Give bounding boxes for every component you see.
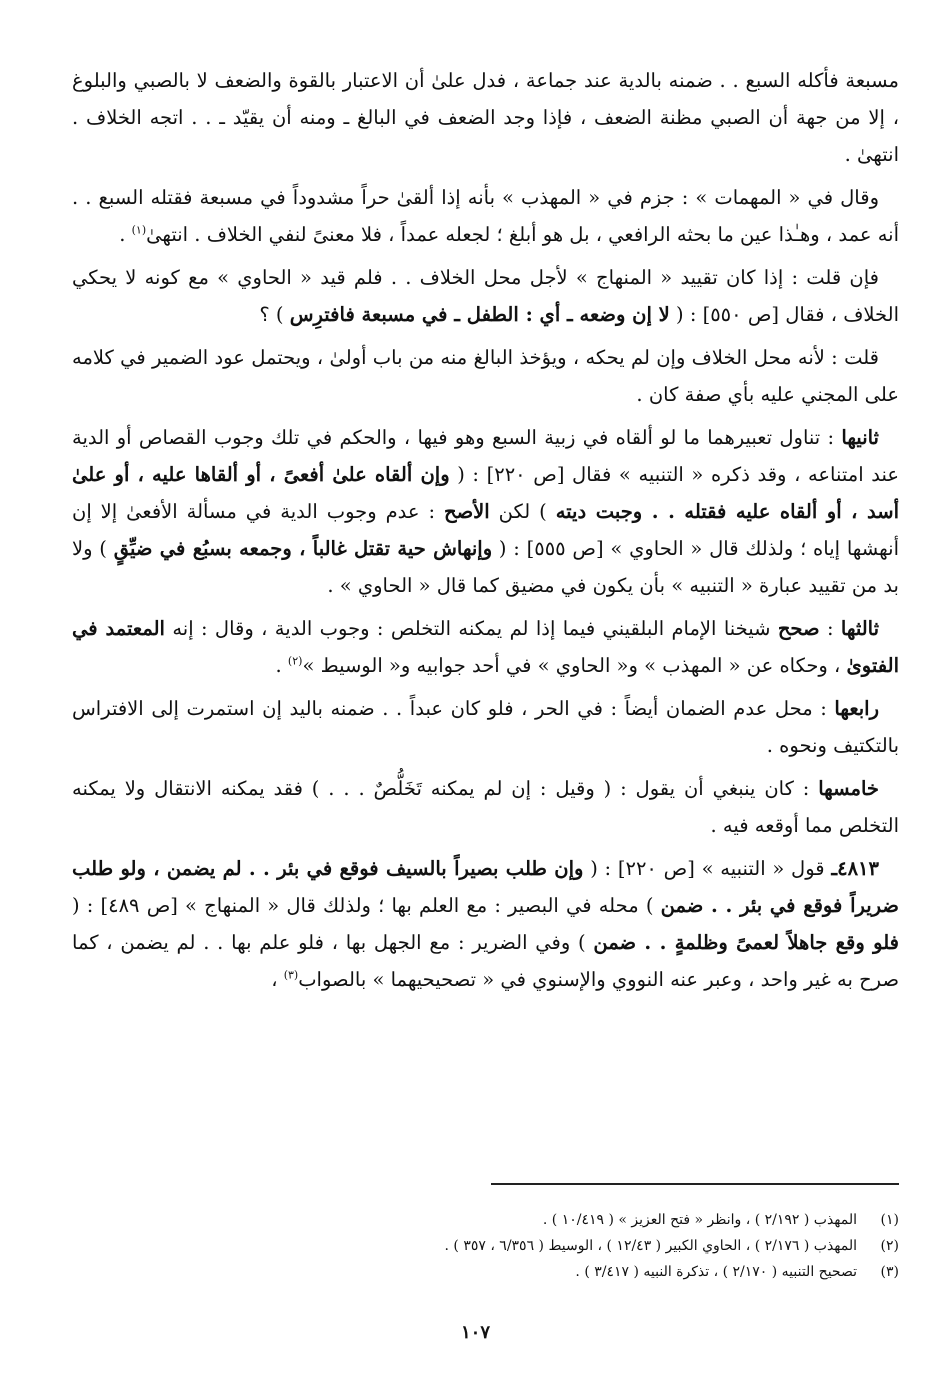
bold-text: ثانيها bbox=[841, 426, 879, 449]
bold-text: وإن ألقاه علىٰ أفعىً ، أو ألقاها عليه ، أو علىٰ أسد ، أو ألقاه عليه فقتله . . وجبت ديته bbox=[72, 463, 900, 523]
text-run: ) وفي الضرير : مع الجهل بها ، فلو علم بها . . لم يضمن ، كما صرح به غير واحد ، وعبر عنه النووي والإسنوي في « تصحيحيهما » بالصواب bbox=[72, 931, 899, 991]
paragraph bbox=[72, 850, 899, 998]
main-text bbox=[72, 62, 899, 1004]
footnote-number: (٣) bbox=[880, 1264, 899, 1280]
paragraph bbox=[72, 690, 899, 764]
text-run: ) محله في البصير : مع العلم بها ؛ ولذلك قال « المنهاج » [ص ٤٨٩] : ( bbox=[72, 894, 661, 917]
paragraph bbox=[72, 339, 899, 413]
footnote-text: المهذب ( ٢/١٩٢ ) ، وانظر « فتح العزيز » ( ١٠/٤١٩ ) . bbox=[542, 1212, 857, 1228]
text-run: ) لكن bbox=[489, 500, 556, 523]
text-run: ) ؟ bbox=[259, 303, 290, 326]
text-run: . bbox=[119, 223, 132, 246]
paragraph bbox=[72, 610, 899, 684]
text-run: : محل عدم الضمان أيضاً : في الحر ، فلو كان عبداً . . ضمنه باليد إن استمرت إلى الافتراس بالتكتيف ونحوه . bbox=[72, 697, 899, 757]
bold-text: المعتمد في الفتوىٰ bbox=[72, 617, 899, 677]
text-run: مسبعة فأكله السبع . . ضمنه بالدية عند جماعة ، فدل علىٰ أن الاعتبار بالقوة والضعف لا بالصبي والبلوغ ، إلا من جهة أن الصبي مظنة الضعف ، فإذا وجد الضعف في البالغ ـ ومنه أن يقيّد ـ . . اتجه الخلاف . انتهىٰ . bbox=[72, 69, 899, 166]
footnote-separator bbox=[491, 1183, 899, 1185]
bold-text: صحح bbox=[777, 617, 820, 640]
text-run: شيخنا الإمام البلقيني فيما إذا لم يمكنه التخلص : وجوب الدية ، وقال : إنه bbox=[164, 617, 778, 640]
footnote-text: المهذب ( ٢/١٧٦ ) ، الحاوي الكبير ( ١٢/٤٣ ) ، الوسيط ( ٦/٣٥٦ ، ٣٥٧ ) . bbox=[444, 1238, 857, 1254]
text-run: : كان ينبغي أن يقول : ( وقيل : إن لم يمكنه تَخَلُّصٌ . . . ) فقد يمكنه الانتقال ولا يمكنه التخلص مما أوقعه فيه . bbox=[72, 777, 899, 837]
bold-text: فلو وقع جاهلاً لعمىً وظلمةٍ . . ضمن bbox=[593, 931, 899, 954]
bold-text: وإن طلب بصيراً بالسيف فوقع في بئر . . لم يضمن ، ولو طلب ضريراً فوقع في بئر . . ضمن bbox=[72, 857, 899, 917]
text-run: : عدم وجوب الدية في مسألة الأفعىٰ إلا إن أنهشها إياه ؛ ولذلك قال « الحاوي » [ص ٥٥٥] : ( bbox=[72, 500, 899, 560]
bold-text: الأصح bbox=[444, 500, 490, 523]
footnote-number: (١) bbox=[880, 1212, 899, 1228]
footnote-text: تصحيح التنبيه ( ٢/١٧٠ ) ، تذكرة النبيه ( ٣/٤١٧ ) . bbox=[575, 1264, 857, 1280]
text-run: قلت : لأنه محل الخلاف وإن لم يحكه ، ويؤخذ البالغ منه من باب أولىٰ ، ويحتمل عود الضمير في كلامه على المجني عليه بأي صفة كان . bbox=[72, 346, 899, 406]
page-number: ١٠٧ bbox=[460, 1322, 490, 1343]
footnote bbox=[72, 1233, 899, 1259]
bold-text: رابعها bbox=[834, 697, 879, 720]
bold-text: وإنهاش حية تقتل غالباً ، وجمعه بسبُع في ضيِّقٍ bbox=[113, 537, 493, 560]
paragraph bbox=[72, 419, 899, 604]
footnote-marker: (٣) bbox=[283, 968, 299, 982]
text-run: ، وحكاه عن « المهذب » و« الحاوي » في أحد جوابيه و« الوسيط » bbox=[302, 654, 847, 677]
footnote-marker: (٢) bbox=[287, 654, 303, 668]
text-run: فإن قلت : إذا كان تقييد « المنهاج » لأجل محل الخلاف . . فلم قيد « الحاوي » مع كونه لا يحكي الخلاف ، فقال [ص ٥٥٠] : ( bbox=[72, 266, 899, 326]
bold-text: ثالثها bbox=[840, 617, 880, 640]
bold-text: خامسها bbox=[818, 777, 879, 800]
footnote-marker: (١) bbox=[131, 223, 147, 237]
paragraph bbox=[72, 770, 899, 844]
text-run: : تناول تعبيرهما ما لو ألقاه في زبية السبع وهو فيها ، والحكم في تلك وجوب القصاص أو الدية عند امتناعه ، وقد ذكره « التنبيه » فقال [ص ٢٢٠] : ( bbox=[72, 426, 899, 486]
bold-text: ٤٨١٣ـ bbox=[831, 857, 879, 880]
text-run: ، bbox=[271, 968, 284, 991]
paragraph bbox=[72, 179, 899, 253]
text-run: قول « التنبيه » [ص ٢٢٠] : ( bbox=[583, 857, 832, 880]
footnote-number: (٢) bbox=[880, 1238, 899, 1254]
footnote bbox=[72, 1259, 899, 1285]
bold-text: لا إن وضعه ـ أي : الطفل ـ في مسبعة فافترِس bbox=[289, 303, 670, 326]
text-run: ) ولا بد من تقييد عبارة « التنبيه » بأن يكون في مضيق كما قال « الحاوي » . bbox=[72, 537, 899, 597]
text-run: : bbox=[819, 617, 841, 640]
text-run: وقال في « المهمات » : جزم في « المهذب » بأنه إذا ألقىٰ حراً مشدوداً في مسبعة فقتله السبع . . أنه عمد ، وهـٰذا عين ما بحثه الرافعي ، بل هو أبلغ ؛ لجعله عمداً ، فلا معنىً لنفي الخلاف . انتهىٰ bbox=[72, 186, 899, 246]
footnote bbox=[72, 1207, 899, 1233]
paragraph bbox=[72, 259, 899, 333]
footnotes bbox=[72, 1207, 899, 1285]
paragraph bbox=[72, 62, 899, 173]
text-run: . bbox=[275, 654, 288, 677]
